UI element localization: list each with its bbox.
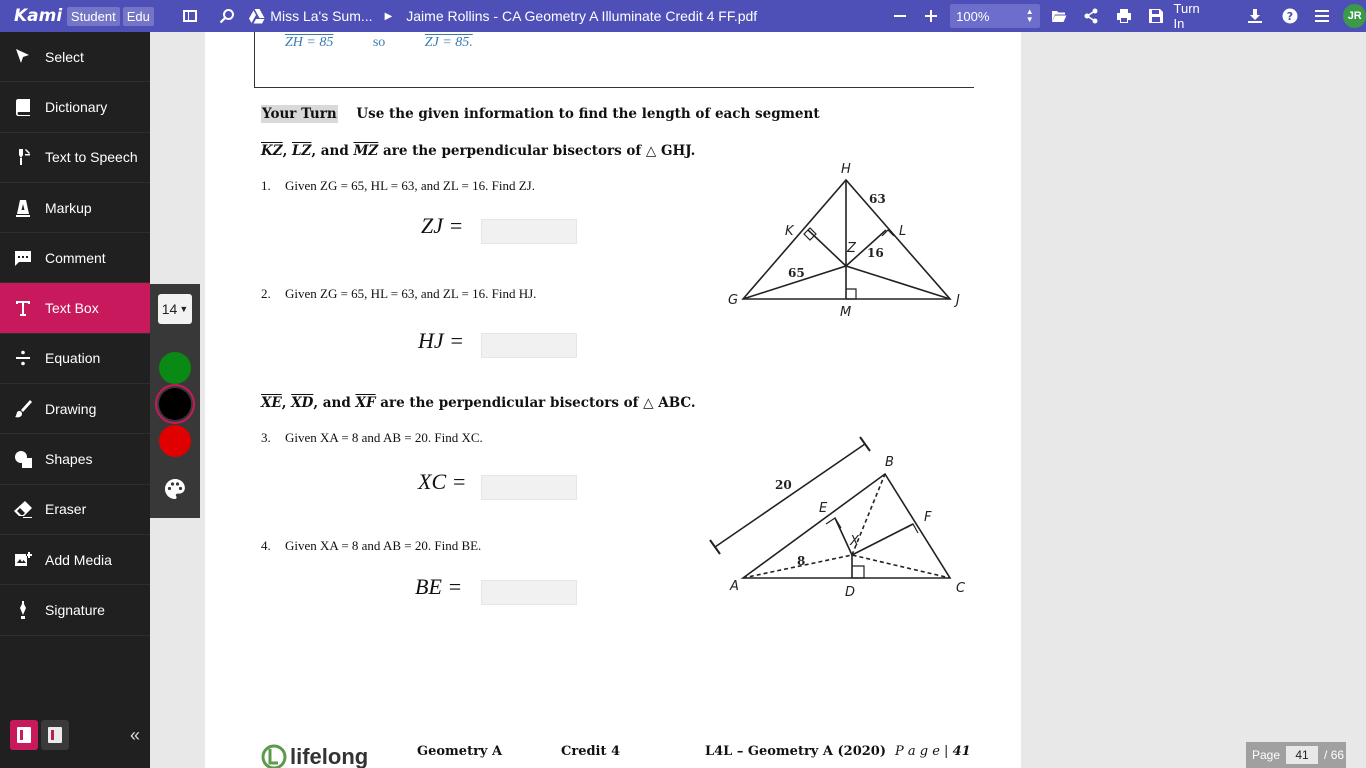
vertex-l-label: L bbox=[899, 224, 907, 239]
statement-2-text: are the perpendicular bisectors of △ ABC. bbox=[380, 395, 696, 411]
tool-label: Add Media bbox=[45, 551, 112, 568]
tool-label: Drawing bbox=[45, 400, 97, 417]
example-conclusion bbox=[285, 35, 509, 51]
tool-label: Signature bbox=[45, 601, 105, 618]
textbox-options-panel bbox=[150, 284, 200, 518]
single-page-view-button[interactable] bbox=[10, 720, 38, 750]
segment-label: $\overline{MZ}$ bbox=[353, 143, 379, 159]
tool-label: Text to Speech bbox=[45, 149, 138, 166]
vertex-m-label: M bbox=[840, 305, 852, 320]
help-icon[interactable] bbox=[1276, 2, 1302, 30]
dual-page-view-button[interactable] bbox=[41, 720, 69, 750]
vertex-a-label: A bbox=[730, 579, 739, 594]
page-view-icon bbox=[48, 727, 62, 743]
answer-field-2[interactable] bbox=[481, 333, 577, 358]
share-icon[interactable] bbox=[1078, 2, 1104, 30]
page-view-icon bbox=[17, 727, 31, 743]
top-equation-left: ZH = 85 bbox=[285, 35, 334, 50]
color-swatch-green[interactable] bbox=[159, 352, 191, 384]
question-3 bbox=[261, 430, 483, 446]
zoom-select[interactable] bbox=[950, 4, 1040, 28]
kami-logo[interactable]: Kami bbox=[14, 6, 63, 26]
question-number: 4. bbox=[261, 538, 271, 553]
speech-icon bbox=[0, 147, 45, 167]
footer-program: L4L – Geometry A (2020) bbox=[705, 744, 886, 759]
question-number: 3. bbox=[261, 430, 271, 445]
answer-label-3: XC = bbox=[418, 469, 467, 494]
search-icon[interactable] bbox=[213, 2, 239, 30]
vertex-h-label: H bbox=[841, 162, 851, 177]
breadcrumb-chevron-icon: ▶ bbox=[384, 10, 393, 22]
tool-sidebar bbox=[0, 32, 150, 768]
sidebar-toggle-icon[interactable] bbox=[177, 2, 203, 30]
lifelong-logo-text: lifelong bbox=[290, 744, 369, 768]
top-bar bbox=[0, 0, 1366, 32]
and-word: , and bbox=[311, 143, 349, 159]
tool-comment[interactable] bbox=[0, 233, 150, 283]
edu-badge: Edu bbox=[123, 7, 154, 26]
lifelong-logo bbox=[261, 744, 368, 768]
segment-label: $\overline{LZ}$ bbox=[292, 143, 312, 159]
tool-label: Text Box bbox=[45, 300, 99, 317]
tool-signature[interactable] bbox=[0, 585, 150, 635]
vertex-z-label: Z bbox=[847, 241, 856, 256]
vertex-e-label: E bbox=[819, 501, 828, 516]
tool-shapes[interactable] bbox=[0, 434, 150, 484]
question-number: 2. bbox=[261, 286, 271, 301]
footer-credit: Credit 4 bbox=[561, 744, 621, 759]
zoom-out-icon[interactable] bbox=[887, 2, 913, 30]
menu-icon[interactable] bbox=[1309, 2, 1335, 30]
answer-label-2: HJ = bbox=[418, 328, 464, 353]
tool-label: Select bbox=[45, 48, 84, 65]
question-text: Given ZG = 65, HL = 63, and ZL = 16. Find HJ. bbox=[285, 286, 537, 301]
segment-label: $\overline{KZ}$ bbox=[261, 143, 283, 159]
vertex-c-label: C bbox=[956, 581, 966, 596]
collapse-sidebar-icon[interactable]: « bbox=[129, 724, 140, 745]
page-indicator bbox=[1246, 742, 1346, 768]
question-text: Given ZG = 65, HL = 63, and ZL = 16. Find ZJ. bbox=[285, 178, 535, 193]
pen-icon bbox=[0, 600, 45, 620]
eraser-icon bbox=[0, 499, 45, 519]
answer-field-1[interactable] bbox=[481, 219, 577, 244]
google-drive-icon bbox=[244, 2, 270, 30]
answer-field-3[interactable] bbox=[481, 475, 577, 500]
length-16-label: 16 bbox=[867, 246, 884, 260]
color-swatch-red[interactable] bbox=[159, 425, 191, 457]
answer-field-4[interactable] bbox=[481, 580, 577, 605]
tool-label: Dictionary bbox=[45, 98, 108, 115]
page-total: / 66 bbox=[1324, 748, 1345, 762]
page-label: Page bbox=[1252, 748, 1281, 762]
tool-text-box[interactable] bbox=[0, 283, 150, 333]
statement-2: $\overline{XE}$, $\overline{XD}$, and $\overline{XF}$ are the perpendicular bisectors of △ ABC. bbox=[261, 395, 696, 411]
tool-label: Markup bbox=[45, 199, 92, 216]
question-1 bbox=[261, 178, 535, 194]
vertex-k-label: K bbox=[785, 224, 794, 239]
tool-text-to-speech[interactable] bbox=[0, 133, 150, 183]
folder-breadcrumb[interactable]: Miss La's Sum... bbox=[270, 8, 373, 24]
question-text: Given XA = 8 and AB = 20. Find XC. bbox=[285, 430, 483, 445]
sidebar-footer bbox=[0, 702, 150, 768]
avatar[interactable]: JR bbox=[1343, 4, 1366, 28]
chevron-down-icon: ▼ bbox=[179, 304, 189, 314]
tool-label: Shapes bbox=[45, 451, 93, 468]
statement-1: $\overline{KZ}$, $\overline{LZ}$, and $\overline{MZ}$ are the perpendicular bisectors of △ GHJ. bbox=[261, 143, 696, 159]
segment-label: $\overline{XD}$ bbox=[291, 395, 314, 411]
length-63-label: 63 bbox=[869, 192, 886, 206]
palette-icon[interactable] bbox=[163, 477, 187, 501]
footer-course: Geometry A bbox=[417, 744, 503, 759]
tool-dictionary[interactable] bbox=[0, 82, 150, 132]
tool-eraser[interactable] bbox=[0, 485, 150, 535]
question-2 bbox=[261, 286, 536, 302]
question-4 bbox=[261, 538, 481, 554]
media-icon bbox=[0, 550, 45, 570]
select-arrows-icon: ▲ ▼ bbox=[1025, 7, 1034, 24]
top-equation-so: so bbox=[372, 35, 386, 50]
svg-text:?: ? bbox=[1286, 10, 1293, 23]
length-65-label: 65 bbox=[788, 266, 805, 280]
triangle-ghj-figure bbox=[720, 157, 970, 327]
zoom-value: 100% bbox=[956, 8, 990, 24]
top-equation-right: ZJ = 85. bbox=[424, 35, 473, 50]
answer-label-1: ZJ = bbox=[421, 213, 464, 238]
length-8-label: 8 bbox=[797, 554, 806, 568]
font-size-select[interactable] bbox=[158, 294, 192, 324]
answer-label-4: BE = bbox=[415, 574, 463, 599]
your-turn-text: Use the given information to find the length of each segment bbox=[356, 106, 820, 122]
tool-label: Equation bbox=[45, 350, 101, 367]
brush-icon bbox=[0, 399, 45, 419]
zoom-in-icon[interactable] bbox=[918, 2, 944, 30]
segment-label: $\overline{XE}$ bbox=[261, 395, 282, 411]
length-20-label: 20 bbox=[775, 478, 792, 492]
vertex-x-label: X bbox=[850, 534, 859, 549]
student-badge: Student bbox=[67, 7, 120, 26]
tool-markup[interactable] bbox=[0, 183, 150, 233]
vertex-g-label: G bbox=[728, 293, 739, 308]
triangle-abc-figure bbox=[705, 432, 975, 604]
footer-page bbox=[895, 744, 971, 759]
cursor-icon bbox=[0, 47, 45, 67]
equation-icon bbox=[0, 348, 45, 368]
save-icon[interactable] bbox=[1143, 2, 1169, 30]
book-icon bbox=[0, 97, 45, 117]
download-icon[interactable] bbox=[1242, 2, 1268, 30]
comment-icon bbox=[0, 248, 45, 268]
font-size-value: 14 bbox=[161, 301, 178, 317]
tool-label: Comment bbox=[45, 249, 106, 266]
file-title: Jaime Rollins - CA Geometry A Illuminate Credit 4 FF.pdf bbox=[406, 8, 758, 24]
turn-in-button[interactable]: Turn In bbox=[1173, 1, 1200, 31]
page-number-input[interactable]: 41 bbox=[1286, 746, 1318, 764]
your-turn-heading bbox=[261, 106, 820, 122]
your-turn-label: Your Turn bbox=[262, 106, 337, 122]
color-swatch-black[interactable] bbox=[159, 388, 191, 420]
and-word: , and bbox=[313, 395, 351, 411]
tool-label: Eraser bbox=[45, 501, 87, 518]
footer-page-label: P a g e | bbox=[895, 744, 949, 759]
question-number: 1. bbox=[261, 178, 271, 193]
tool-equation[interactable] bbox=[0, 334, 150, 384]
question-text: Given XA = 8 and AB = 20. Find BE. bbox=[285, 538, 482, 553]
markup-icon bbox=[0, 198, 45, 218]
vertex-b-label: B bbox=[885, 455, 894, 470]
vertex-j-label: J bbox=[956, 293, 960, 308]
vertex-d-label: D bbox=[845, 585, 856, 600]
tool-add-media[interactable] bbox=[0, 535, 150, 585]
segment-label: $\overline{XF}$ bbox=[355, 395, 376, 411]
statement-1-text: are the perpendicular bisectors of △ GHJ. bbox=[382, 143, 696, 159]
footer-page-number: 41 bbox=[952, 744, 971, 759]
tool-select[interactable] bbox=[0, 32, 150, 82]
vertex-f-label: F bbox=[924, 510, 932, 525]
textbox-icon bbox=[0, 298, 45, 318]
tool-drawing[interactable] bbox=[0, 384, 150, 434]
open-folder-icon[interactable] bbox=[1046, 2, 1072, 30]
shapes-icon bbox=[0, 449, 45, 469]
pdf-page bbox=[205, 32, 1021, 768]
lifelong-logo-icon bbox=[261, 744, 287, 768]
print-icon[interactable] bbox=[1111, 2, 1137, 30]
